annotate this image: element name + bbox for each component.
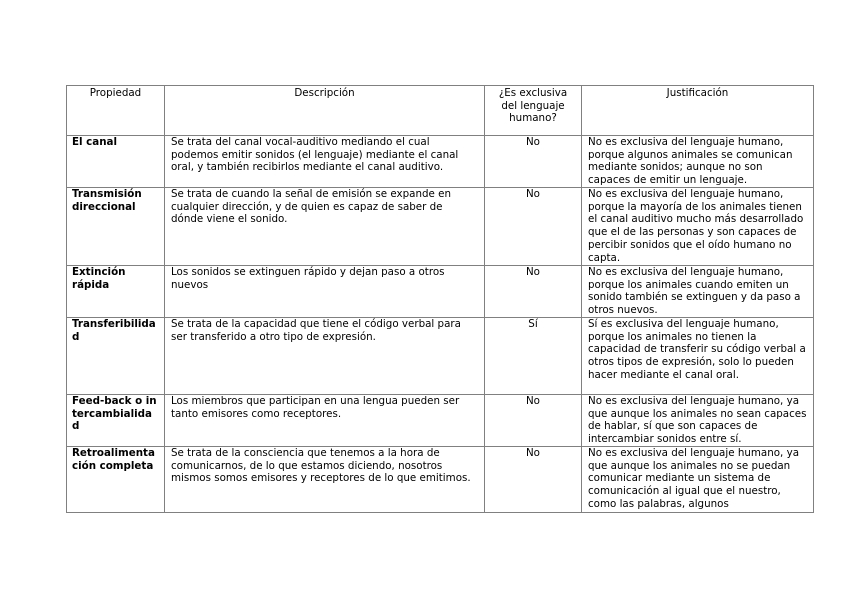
- cell-descripcion: Se trata de la consciencia que tenemos a la hora de comunicarnos, de lo que estamos diciendo, nosotros mismos somos emisores y receptores de lo que emitimos.: [165, 447, 485, 513]
- cell-descripcion: Se trata del canal vocal-auditivo mediando el cual podemos emitir sonidos (el lenguaje) mediante el canal oral, y también recibirlos mediante el canal auditivo.: [165, 136, 485, 188]
- cell-descripcion: Se trata de cuando la señal de emisión se expande en cualquier dirección, y de quien es capaz de saber de dónde viene el sonido.: [165, 188, 485, 266]
- cell-propiedad: El canal: [67, 136, 165, 188]
- table-row: [67, 447, 814, 513]
- table-row: [67, 188, 814, 266]
- cell-exclusiva: Sí: [485, 318, 582, 395]
- cell-justificacion: No es exclusiva del lenguaje humano, ya que aunque los animales no se puedan comunicar mediante un sistema de comunicación al igual que el nuestro, como las palabras, algunos: [582, 447, 814, 513]
- header-justificacion: Justificación: [582, 86, 814, 136]
- header-propiedad: Propiedad: [67, 86, 165, 136]
- header-exclusiva: ¿Es exclusiva del lenguaje humano?: [485, 86, 582, 136]
- cell-justificacion: No es exclusiva del lenguaje humano, ya que aunque los animales no sean capaces de hablar, sí que son capaces de intercambiar sonidos entre sí.: [582, 395, 814, 447]
- table-row: [67, 136, 814, 188]
- cell-descripcion: Los miembros que participan en una lengua pueden ser tanto emisores como receptores.: [165, 395, 485, 447]
- cell-descripcion: Los sonidos se extinguen rápido y dejan paso a otros nuevos: [165, 266, 485, 318]
- table-header-row: [67, 86, 814, 136]
- cell-exclusiva: No: [485, 447, 582, 513]
- table-row: [67, 395, 814, 447]
- table-row: [67, 318, 814, 395]
- cell-propiedad: Transmisión direccional: [67, 188, 165, 266]
- cell-exclusiva: No: [485, 395, 582, 447]
- cell-justificacion: Sí es exclusiva del lenguaje humano, porque los animales no tienen la capacidad de transferir su código verbal a otros tipos de expresión, solo lo pueden hacer mediante el canal oral.: [582, 318, 814, 395]
- cell-exclusiva: No: [485, 188, 582, 266]
- cell-propiedad: Extinción rápida: [67, 266, 165, 318]
- table-row: [67, 266, 814, 318]
- header-descripcion: Descripción: [165, 86, 485, 136]
- cell-descripcion: Se trata de la capacidad que tiene el código verbal para ser transferido a otro tipo de expresión.: [165, 318, 485, 395]
- cell-justificacion: No es exclusiva del lenguaje humano, porque los animales cuando emiten un sonido también se extinguen y da paso a otros nuevos.: [582, 266, 814, 318]
- cell-justificacion: No es exclusiva del lenguaje humano, porque algunos animales se comunican mediante sonidos; aunque no son capaces de emitir un lenguaje.: [582, 136, 814, 188]
- properties-table: [66, 85, 814, 513]
- cell-propiedad: Retroalimentación completa: [67, 447, 165, 513]
- cell-exclusiva: No: [485, 266, 582, 318]
- cell-justificacion: No es exclusiva del lenguaje humano, porque la mayoría de los animales tienen el canal auditivo mucho más desarrollado que el de las personas y son capaces de percibir sonidos que el oído humano no capta.: [582, 188, 814, 266]
- cell-propiedad: Transferibilidad: [67, 318, 165, 395]
- cell-propiedad: Feed-back o intercambialidad: [67, 395, 165, 447]
- cell-exclusiva: No: [485, 136, 582, 188]
